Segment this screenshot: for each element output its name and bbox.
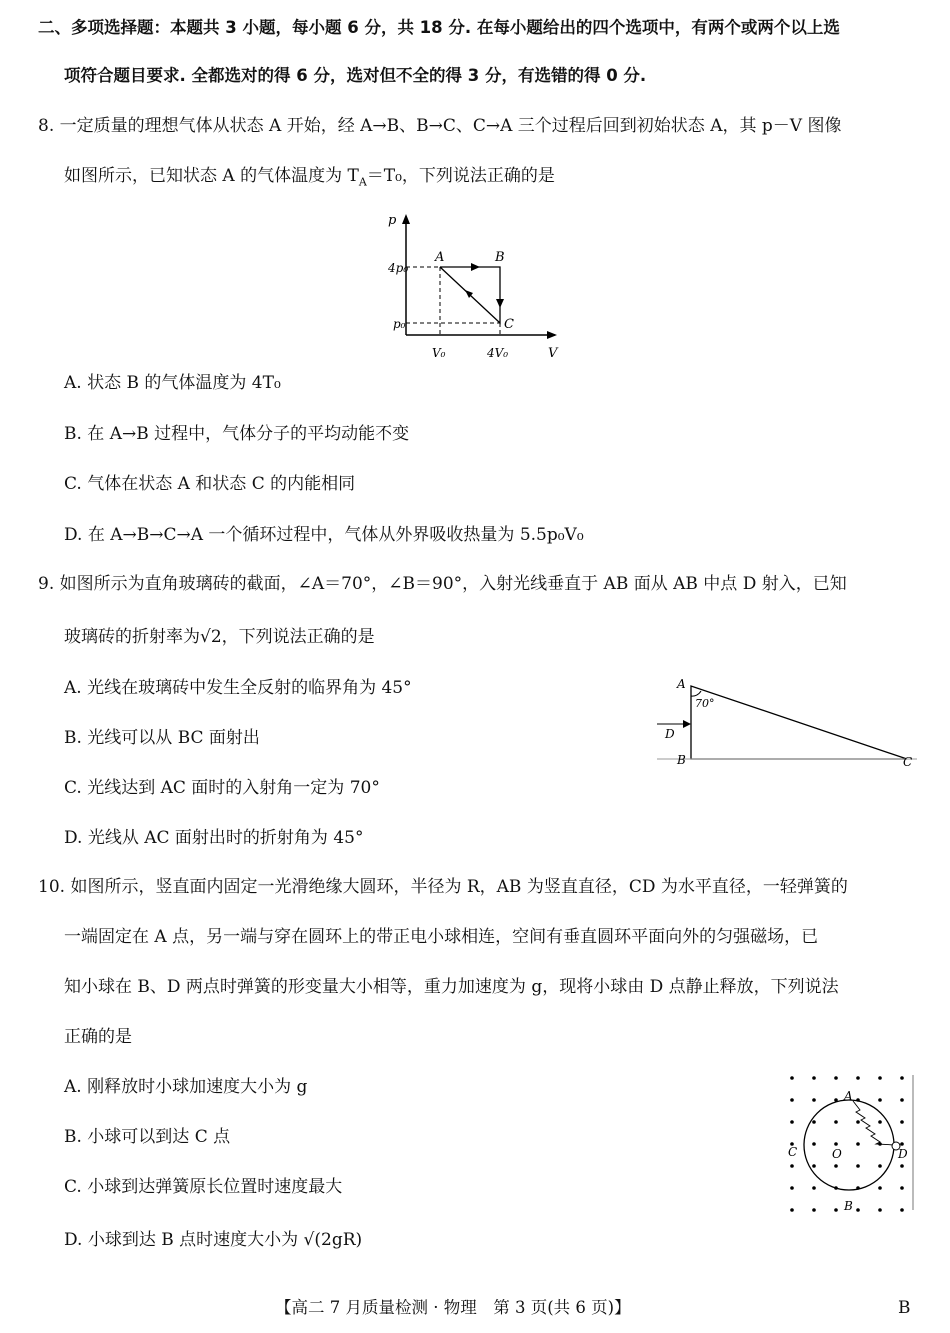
q9-option-b[interactable]: B. 光线可以从 BC 面射出 [64, 728, 260, 748]
svg-text:D: D [898, 1147, 908, 1161]
svg-text:C: C [788, 1145, 798, 1159]
field-dot [834, 1120, 838, 1124]
svg-text:70°: 70° [695, 697, 715, 710]
field-dot [900, 1076, 904, 1080]
field-dot [878, 1076, 882, 1080]
q10-option-a[interactable]: A. 刚释放时小球加速度大小为 g [64, 1077, 308, 1097]
q9-stem: 9. 如图所示为直角玻璃砖的截面，∠A＝70°，∠B＝90°，入射光线垂直于 AB 面从 AB 中点 D 射入，已知 [38, 574, 847, 594]
field-dot [878, 1186, 882, 1190]
q10-stem: 10. 如图所示，竖直面内固定一光滑绝缘大圆环，半径为 R，AB 为竖直直径，CD 为水平直径，一轻弹簧的 [38, 877, 848, 897]
field-dot [790, 1164, 794, 1168]
field-dot [878, 1098, 882, 1102]
section-heading: 二、多项选择题：本题共 3 小题，每小题 6 分，共 18 分. 在每小题给出的四个选项中，有两个或两个以上选 [38, 18, 840, 37]
prism-diagram [655, 672, 920, 772]
field-dot [834, 1142, 838, 1146]
field-dot [812, 1186, 816, 1190]
field-dot [856, 1142, 860, 1146]
field-dot [812, 1142, 816, 1146]
field-dot [790, 1076, 794, 1080]
q8-stem: 8. 一定质量的理想气体从状态 A 开始，经 A→B、B→C、C→A 三个过程后回到初始状态 A，其 p－V 图像 [38, 116, 842, 136]
svg-text:B: B [677, 753, 686, 767]
field-dot [900, 1120, 904, 1124]
svg-text:O: O [832, 1147, 842, 1161]
field-dot [900, 1098, 904, 1102]
svg-text:V: V [548, 346, 558, 361]
svg-text:V₀: V₀ [432, 346, 446, 360]
svg-text:A: A [844, 1089, 853, 1103]
svg-text:C: C [903, 755, 913, 769]
section-heading-cont: 项符合题目要求. 全都选对的得 6 分，选对但不全的得 3 分，有选错的得 0 分. [64, 66, 647, 85]
q8-option-b[interactable]: B. 在 A→B 过程中，气体分子的平均动能不变 [64, 424, 410, 444]
svg-text:B: B [844, 1199, 853, 1213]
q10-option-c[interactable]: C. 小球到达弹簧原长位置时速度最大 [64, 1177, 343, 1197]
svg-text:C: C [504, 317, 514, 332]
field-dot [812, 1208, 816, 1212]
field-dot [856, 1208, 860, 1212]
field-dot [856, 1120, 860, 1124]
svg-text:4V₀: 4V₀ [487, 346, 509, 360]
q9-stem-cont: 玻璃砖的折射率为√2，下列说法正确的是 [64, 627, 375, 647]
field-dot [900, 1186, 904, 1190]
field-dot [834, 1164, 838, 1168]
q8-stem-cont: 如图所示，已知状态 A 的气体温度为 $T_A=T_0$，下列说法正确的是 [64, 166, 555, 189]
field-dot [900, 1164, 904, 1168]
q10-option-b[interactable]: B. 小球可以到达 C 点 [64, 1127, 231, 1147]
field-dot [790, 1098, 794, 1102]
q8-option-d[interactable]: D. 在 A→B→C→A 一个循环过程中，气体从外界吸收热量为 5.5p₀V₀ [64, 525, 584, 545]
q10-stem-cont: 一端固定在 A 点，另一端与穿在圆环上的带正电小球相连，空间有垂直圆环平面向外的匀强磁场，已 [64, 927, 819, 947]
field-dot [878, 1208, 882, 1212]
field-dot [900, 1142, 904, 1146]
field-dot [812, 1164, 816, 1168]
q8-option-c[interactable]: C. 气体在状态 A 和状态 C 的内能相同 [64, 474, 356, 494]
q9-option-d[interactable]: D. 光线从 AC 面射出时的折射角为 45° [64, 828, 364, 848]
field-dot [900, 1208, 904, 1212]
svg-text:A: A [435, 250, 445, 265]
q10-option-d[interactable]: D. 小球到达 B 点时速度大小为 √(2gR) [64, 1230, 363, 1250]
svg-text:4p₀: 4p₀ [388, 261, 409, 275]
field-dot [834, 1208, 838, 1212]
field-dot [878, 1120, 882, 1124]
ring-diagram [780, 1070, 920, 1215]
field-dot [812, 1076, 816, 1080]
field-dot [790, 1120, 794, 1124]
field-dot [790, 1186, 794, 1190]
q8-option-a[interactable]: A. 状态 B 的气体温度为 4T₀ [64, 373, 281, 393]
field-dot [856, 1164, 860, 1168]
svg-text:D: D [665, 727, 675, 741]
svg-text:B: B [495, 250, 505, 265]
pv-diagram [385, 210, 565, 370]
q10-stem-cont: 正确的是 [64, 1027, 132, 1047]
q9-option-c[interactable]: C. 光线达到 AC 面时的入射角一定为 70° [64, 778, 380, 798]
field-dot [790, 1208, 794, 1212]
q10-stem-cont: 知小球在 B、D 两点时弹簧的形变量大小相等，重力加速度为 g，现将小球由 D 点静止释放，下列说法 [64, 977, 839, 997]
page-footer: 【高二 7 月质量检测 · 物理 第 3 页(共 6 页)】 [275, 1298, 631, 1317]
field-dot [812, 1098, 816, 1102]
svg-text:p: p [388, 213, 397, 228]
paper-version: B [898, 1298, 911, 1318]
svg-text:p₀: p₀ [393, 317, 406, 331]
field-dot [834, 1076, 838, 1080]
q9-option-a[interactable]: A. 光线在玻璃砖中发生全反射的临界角为 45° [64, 678, 412, 698]
svg-text:A: A [677, 677, 686, 691]
field-dot [856, 1076, 860, 1080]
field-dot [878, 1164, 882, 1168]
field-dot [812, 1120, 816, 1124]
